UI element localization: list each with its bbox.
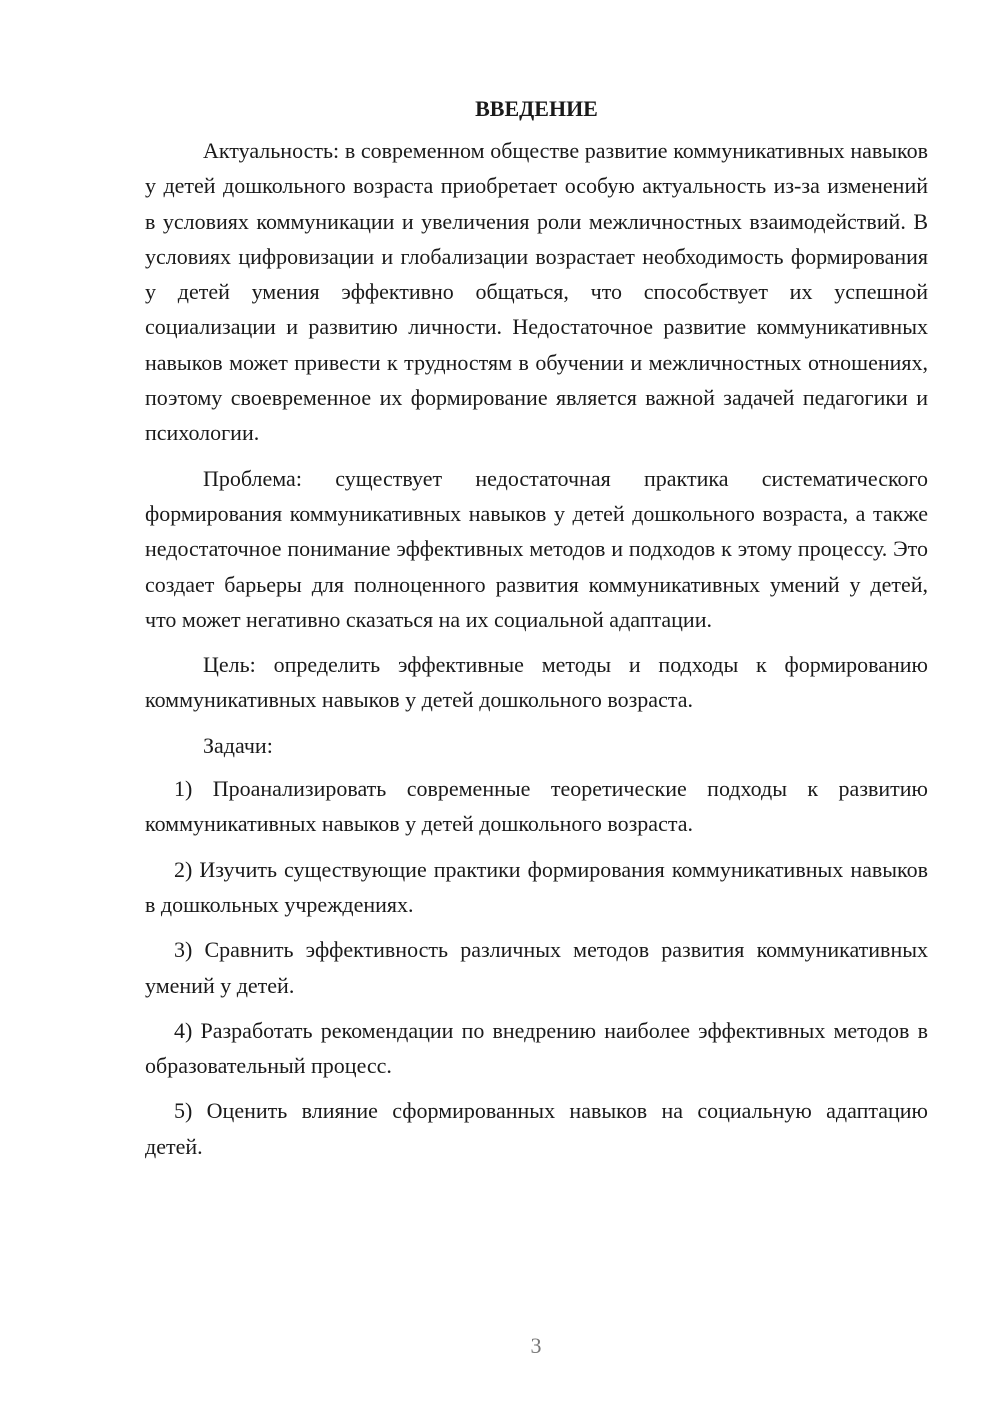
page-content — [145, 93, 928, 1174]
task-item-5: 5) Оценить влияние сформированных навыков на социальную адаптацию детей. — [145, 1098, 928, 1159]
relevance-paragraph: Актуальность: в современном обществе развитие коммуникативных навыков у детей дошкольного возраста приобретает особую актуальность из-за изменений в условиях коммуникации и увеличения роли межличностных взаимодействий. В условиях цифровизации и глобализации возрастает необходимость формирования у детей умения эффективно общаться, что способствует их успешной социализации и развитию личности. Недостаточное развитие коммуникативных навыков может привести к трудностям в обучении и межличностных отношениях, поэтому своевременное их формирование является важной задачей педагогики и психологии. — [145, 138, 928, 446]
task-item-2: 2) Изучить существующие практики формирования коммуникативных навыков в дошкольных учреждениях. — [145, 856, 928, 917]
problem-paragraph: Проблема: существует недостаточная практика систематического формирования коммуникативных навыков у детей дошкольного возраста, а также недостаточное понимание эффективных методов и подходов к этому процессу. Это создает барьеры для полноценного развития коммуникативных умений у детей, что может негативно сказаться на их социальной адаптации. — [145, 465, 928, 632]
page-number: 3 — [530, 1333, 542, 1358]
task-item-1: 1) Проанализировать современные теоретические подходы к развитию коммуникативных навыков у детей дошкольного возраста. — [145, 776, 928, 837]
goal-paragraph: Цель: определить эффективные методы и подходы к формированию коммуникативных навыков у детей дошкольного возраста. — [145, 652, 928, 713]
tasks-heading: Задачи: — [203, 732, 273, 758]
task-item-3: 3) Сравнить эффективность различных методов развития коммуникативных умений у детей. — [145, 937, 928, 998]
task-item-4: 4) Разработать рекомендации по внедрению наиболее эффективных методов в образовательный процесс. — [145, 1017, 928, 1079]
section-title: ВВЕДЕНИЕ — [475, 96, 598, 121]
